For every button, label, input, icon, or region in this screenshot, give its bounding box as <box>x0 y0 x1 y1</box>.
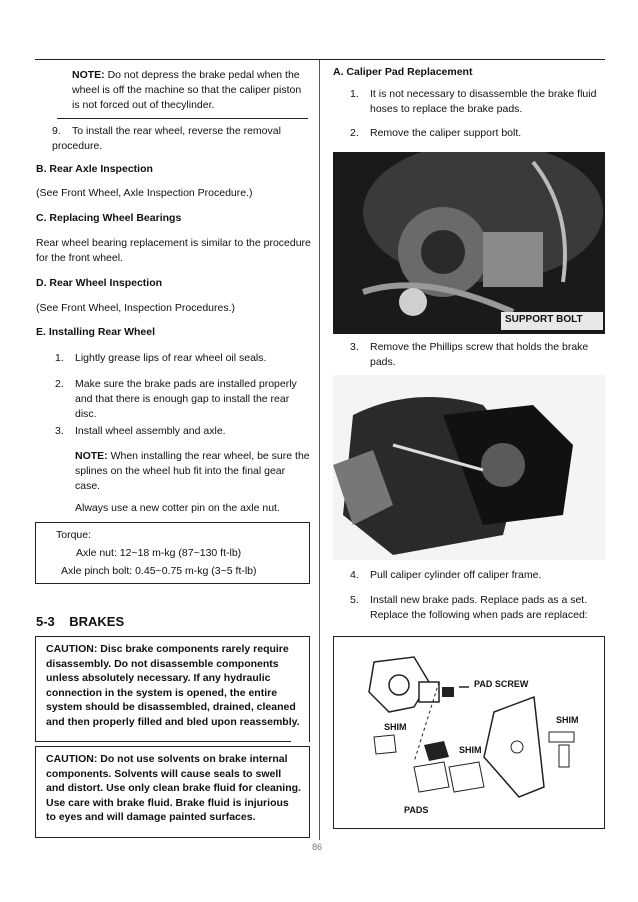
note-box <box>57 68 308 119</box>
step-text: Remove the caliper support bolt. <box>370 127 522 139</box>
section-b-title: B. Rear Axle Inspection <box>36 163 153 175</box>
caution-box-2 <box>35 746 310 838</box>
section-b-text: (See Front Wheel, Axle Inspection Procedure.) <box>36 187 253 199</box>
step-text: It is not necessary to disassemble the brake fluid hoses to replace the brake pads. <box>370 88 597 115</box>
section-e-step-2 <box>55 377 310 422</box>
brake-pads-photo <box>333 375 605 560</box>
step-number: 3. <box>350 341 359 353</box>
note-text <box>57 68 308 113</box>
section-a-step-4 <box>350 568 605 583</box>
step-number: 1. <box>55 352 64 364</box>
torque-title: Torque: <box>56 529 92 541</box>
section-a-step-1 <box>350 87 605 117</box>
step-text: Lightly grease lips of rear wheel oil seals. <box>75 352 267 364</box>
section-e-title: E. Installing Rear Wheel <box>36 326 156 338</box>
column-divider <box>319 60 320 840</box>
step-text: Make sure the brake pads are installed properly and that there is enough gap to install the rear disc. <box>75 378 297 420</box>
cotter-pin-text: Always use a new cotter pin on the axle nut. <box>75 502 280 514</box>
section-a-step-2 <box>350 126 605 141</box>
step-number: 2. <box>350 127 359 139</box>
label-shim-left: SHIM <box>384 722 407 732</box>
step-number: 3. <box>55 425 64 437</box>
step-number: 4. <box>350 569 359 581</box>
caution-text: CAUTION: Disc brake components rarely require disassembly. Do not disassemble components unless absolutely necessary. If any hydraulic connection in the system is opened, the entire system should be disassembled, drained, cleaned and then properly filled and bled upon reassembly. <box>46 643 300 728</box>
photo-label: SUPPORT BOLT <box>505 314 583 325</box>
torque-box <box>35 522 310 584</box>
label-shim-mid: SHIM <box>459 745 482 755</box>
step-text: Install new brake pads. Replace pads as a set. Replace the following when pads are replaced: <box>370 594 588 621</box>
top-rule <box>35 59 605 60</box>
section-d-title: D. Rear Wheel Inspection <box>36 277 163 289</box>
section-e-step-3 <box>55 424 310 439</box>
note-label: NOTE: <box>72 69 105 81</box>
diagram-illustration <box>334 637 603 827</box>
photo-illustration <box>333 375 605 560</box>
caliper-support-bolt-photo <box>333 152 605 334</box>
section-a-title: A. Caliper Pad Replacement <box>333 66 473 78</box>
note-label: NOTE: <box>75 450 108 462</box>
step-text: Remove the Phillips screw that holds the brake pads. <box>370 341 589 368</box>
section-d-text: (See Front Wheel, Inspection Procedures.) <box>36 302 236 314</box>
label-shim-right: SHIM <box>556 715 579 725</box>
caution-rule <box>36 741 291 743</box>
step-number: 2. <box>55 378 64 390</box>
note-body: When installing the rear wheel, be sure the splines on the wheel hub fit into the final gear case. <box>75 450 310 492</box>
section-a-step-3 <box>350 340 605 370</box>
section-c-text: Rear wheel bearing replacement is similar to the procedure for the front wheel. <box>36 237 311 264</box>
label-pads: PADS <box>404 805 429 815</box>
caution-text: CAUTION: Do not use solvents on brake internal components. Solvents will cause seals to swell and distort. Use only clean brake fluid for cleaning. Use care with brake fluid. Brake fluid is injurious to eyes and will damage painted surfaces. <box>46 753 301 823</box>
section-heading: 5-3 BRAKES <box>36 614 125 629</box>
section-e-note <box>75 449 310 494</box>
step-text: To install the rear wheel, reverse the removal procedure. <box>52 125 281 152</box>
page-number: 86 <box>312 842 323 852</box>
section-a-step-5 <box>350 593 608 623</box>
torque-pinch-bolt: Axle pinch bolt: 0.45~0.75 m-kg (3~5 ft-lb) <box>61 565 257 577</box>
step-number: 9. <box>52 125 61 137</box>
section-e-step-1 <box>55 351 310 366</box>
note-body: Do not depress the brake pedal when the wheel is off the machine so that the caliper piston is not forced out of thecylinder. <box>72 69 302 111</box>
label-pad-screw: PAD SCREW <box>474 679 529 689</box>
step-number: 1. <box>350 88 359 100</box>
photo-illustration <box>333 152 605 334</box>
step-number: 5. <box>350 594 359 606</box>
caliper-parts-diagram <box>333 636 605 829</box>
step-9 <box>52 124 310 154</box>
torque-axle-nut: Axle nut: 12~18 m-kg (87~130 ft-lb) <box>76 547 242 559</box>
step-text: Install wheel assembly and axle. <box>75 425 226 437</box>
step-text: Pull caliper cylinder off caliper frame. <box>370 569 542 581</box>
section-c-title: C. Replacing Wheel Bearings <box>36 212 182 224</box>
caution-box-1 <box>35 636 310 742</box>
